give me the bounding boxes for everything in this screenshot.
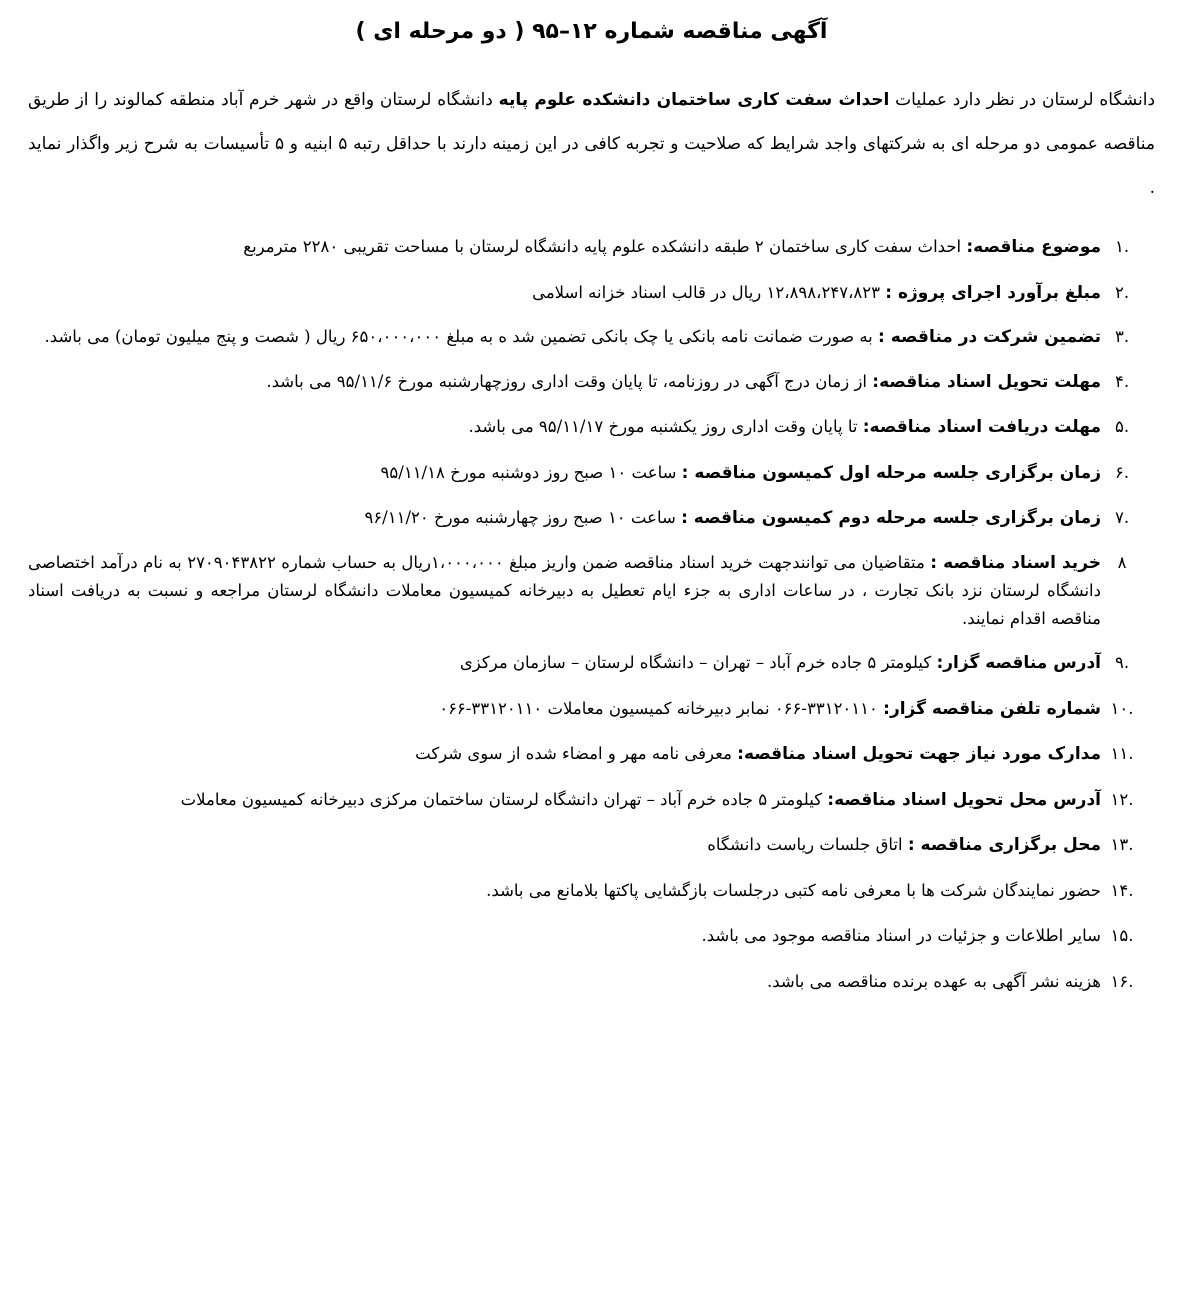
list-item-estimate <box>28 278 1155 308</box>
item-text: ۱۲،۸۹۸،۲۴۷،۸۲۳ ریال در قالب اسناد خزانه اسلامی <box>532 282 886 302</box>
item-number: .۱۵ <box>1110 926 1134 945</box>
list-item-guarantee <box>28 323 1155 351</box>
item-label: محل برگزاری مناقصه : <box>907 835 1101 855</box>
item-text: سایر اطلاعات و جزئیات در اسناد مناقصه موجود می باشد. <box>701 926 1101 945</box>
item-number: .۱۲ <box>1110 789 1134 809</box>
item-text: معرفی نامه مهر و امضاء شده از سوی شرکت <box>415 744 738 763</box>
item-body <box>28 458 1101 488</box>
intro-text-end: دانشگاه لرستان واقع در شهر خرم آباد منطقه کمالوند را از طریق مناقصه عمومی دو مرحله ای به شرکتهای واجد شرایط که صلاحیت و تجربه کافی در این زمینه دارند با حداقل رتبه ۵ ابنیه و ۵ تأسیسات به شرح زیر واگذار نماید . <box>28 90 1155 198</box>
item-number: .۵ <box>1114 417 1130 436</box>
item-body <box>28 694 1101 724</box>
list-item-delivery-address <box>28 785 1155 815</box>
item-body <box>28 232 1101 262</box>
item-text: متقاضیان می توانندجهت خرید اسناد مناقصه ضمن واریز مبلغ ۱،۰۰۰،۰۰۰ریال به حساب شماره ۲۷۰۹۰۴۳۸۲۲ به نام درآمد اختصاصی دانشگاه لرستان نزد بانک تجارت ، در ساعات اداری به جزء ایام تعطیل به دبیرخانه کمیسیون معاملات دانشگاه لرستان مراجعه و نسبت به دریافت اسناد مناقصه اقدام نمایند. <box>28 552 1101 628</box>
item-text: حضور نمایندگان شرکت ها با معرفی نامه کتبی درجلسات بازگشایی پاکتها بلامانع می باشد. <box>486 880 1101 900</box>
item-body <box>28 830 1101 860</box>
item-body <box>28 367 1101 397</box>
item-label: زمان برگزاری جلسه مرحله اول کمیسون مناقصه : <box>681 462 1101 483</box>
intro-project-name: احداث سفت کاری ساختمان دانشکده علوم پایه <box>498 90 890 110</box>
list-item-required-documents <box>28 739 1155 769</box>
list-item-subject <box>28 232 1155 262</box>
list-item-venue <box>28 830 1155 860</box>
list-item-phone <box>28 694 1155 724</box>
item-text: تا پایان وقت اداری روز یکشنبه مورخ ۹۵/۱۱/۱۷ می باشد. <box>468 417 863 436</box>
item-number: .۱۴ <box>1110 880 1134 900</box>
intro-text-start: دانشگاه لرستان در نظر دارد عملیات <box>889 90 1156 110</box>
item-text: ساعت ۱۰ صبح روز چهارشنبه مورخ ۹۶/۱۱/۲۰ <box>364 508 682 527</box>
item-text: ساعت ۱۰ صبح روز دوشنبه مورخ ۹۵/۱۱/۱۸ <box>380 462 682 482</box>
item-body <box>28 412 1101 442</box>
item-number: .۷ <box>1114 508 1130 527</box>
item-number: .۱۳ <box>1110 835 1134 854</box>
list-item-second-session <box>28 503 1155 533</box>
item-number: .۱ <box>1114 237 1130 256</box>
item-body <box>28 967 1101 997</box>
item-label: مدارک مورد نیاز جهت تحویل اسناد مناقصه: <box>737 744 1101 764</box>
item-body <box>28 921 1101 951</box>
item-text: ۳۳۱۲۰۱۱۰-۰۶۶ نمابر دبیرخانه کمیسیون معاملات ۳۳۱۲۰۱۱۰-۰۶۶ <box>439 698 884 718</box>
list-item-address <box>28 648 1155 678</box>
list-item-representatives <box>28 876 1155 906</box>
intro-paragraph <box>28 78 1155 210</box>
item-text: از زمان درج آگهی در روزنامه، تا پایان وقت اداری روزچهارشنبه مورخ ۹۵/۱۱/۶ می باشد. <box>266 371 873 391</box>
item-text: احداث سفت کاری ساختمان ۲ طبقه دانشکده علوم پایه دانشگاه لرستان با مساحت تقریبی ۲۲۸۰ مترمربع <box>243 237 967 256</box>
item-body <box>28 876 1101 906</box>
item-number: .۴ <box>1114 371 1130 391</box>
item-label: مهلت دریافت اسناد مناقصه: <box>862 417 1101 437</box>
item-label: مبلغ برآورد اجرای پروژه : <box>885 282 1101 303</box>
conditions-list <box>28 232 1155 997</box>
item-number: .۳ <box>1114 327 1130 346</box>
item-number: .۱۰ <box>1110 698 1134 718</box>
list-item-first-session <box>28 458 1155 488</box>
list-item-delivery-deadline <box>28 367 1155 397</box>
item-number: .۶ <box>1114 462 1130 482</box>
item-label: زمان برگزاری جلسه مرحله دوم کمیسون مناقصه : <box>681 508 1101 528</box>
item-label: موضوع مناقصه: <box>966 237 1101 257</box>
item-label: مهلت تحویل اسناد مناقصه: <box>872 371 1101 392</box>
list-item-purchase-documents <box>28 549 1155 633</box>
item-label: تضمین شرکت در مناقصه : <box>878 327 1101 347</box>
item-body <box>28 648 1101 678</box>
item-label: آدرس مناقصه گزار: <box>936 653 1101 673</box>
item-body <box>28 549 1101 633</box>
item-body <box>28 785 1101 815</box>
item-text: هزینه نشر آگهی به عهده برنده مناقصه می باشد. <box>766 971 1101 991</box>
list-item-publication-cost <box>28 967 1155 997</box>
item-body <box>28 278 1101 308</box>
item-number: .۲ <box>1114 282 1130 302</box>
item-body <box>28 503 1101 533</box>
item-text: کیلومتر ۵ جاده خرم آباد – تهران دانشگاه لرستان ساختمان مرکزی دبیرخانه کمیسیون معاملات <box>180 789 828 809</box>
item-body <box>28 739 1101 769</box>
notice-title: آگهی مناقصه شماره ۱۲–۹۵ ( دو مرحله ای ) <box>355 19 828 44</box>
item-label: شماره تلفن مناقصه گزار: <box>883 698 1101 719</box>
item-number: .۱۶ <box>1110 971 1134 991</box>
item-text: اتاق جلسات ریاست دانشگاه <box>707 835 908 854</box>
list-item-other-info <box>28 921 1155 951</box>
item-number: .۱۱ <box>1110 744 1134 763</box>
item-text: به صورت ضمانت نامه بانکی یا چک بانکی تضمین شد ه به مبلغ ۶۵۰،۰۰۰،۰۰۰ ریال ( شصت و پنج میلیون تومان) می باشد. <box>44 327 879 346</box>
item-body <box>28 323 1101 351</box>
item-label: آدرس محل تحویل اسناد مناقصه: <box>827 789 1101 810</box>
item-number: ۸ <box>1117 552 1127 572</box>
item-text: کیلومتر ۵ جاده خرم آباد – تهران – دانشگاه لرستان – سازمان مرکزی <box>459 653 937 672</box>
list-item-receipt-deadline <box>28 412 1155 442</box>
item-number: .۹ <box>1114 653 1130 672</box>
item-label: خرید اسناد مناقصه : <box>930 552 1102 573</box>
